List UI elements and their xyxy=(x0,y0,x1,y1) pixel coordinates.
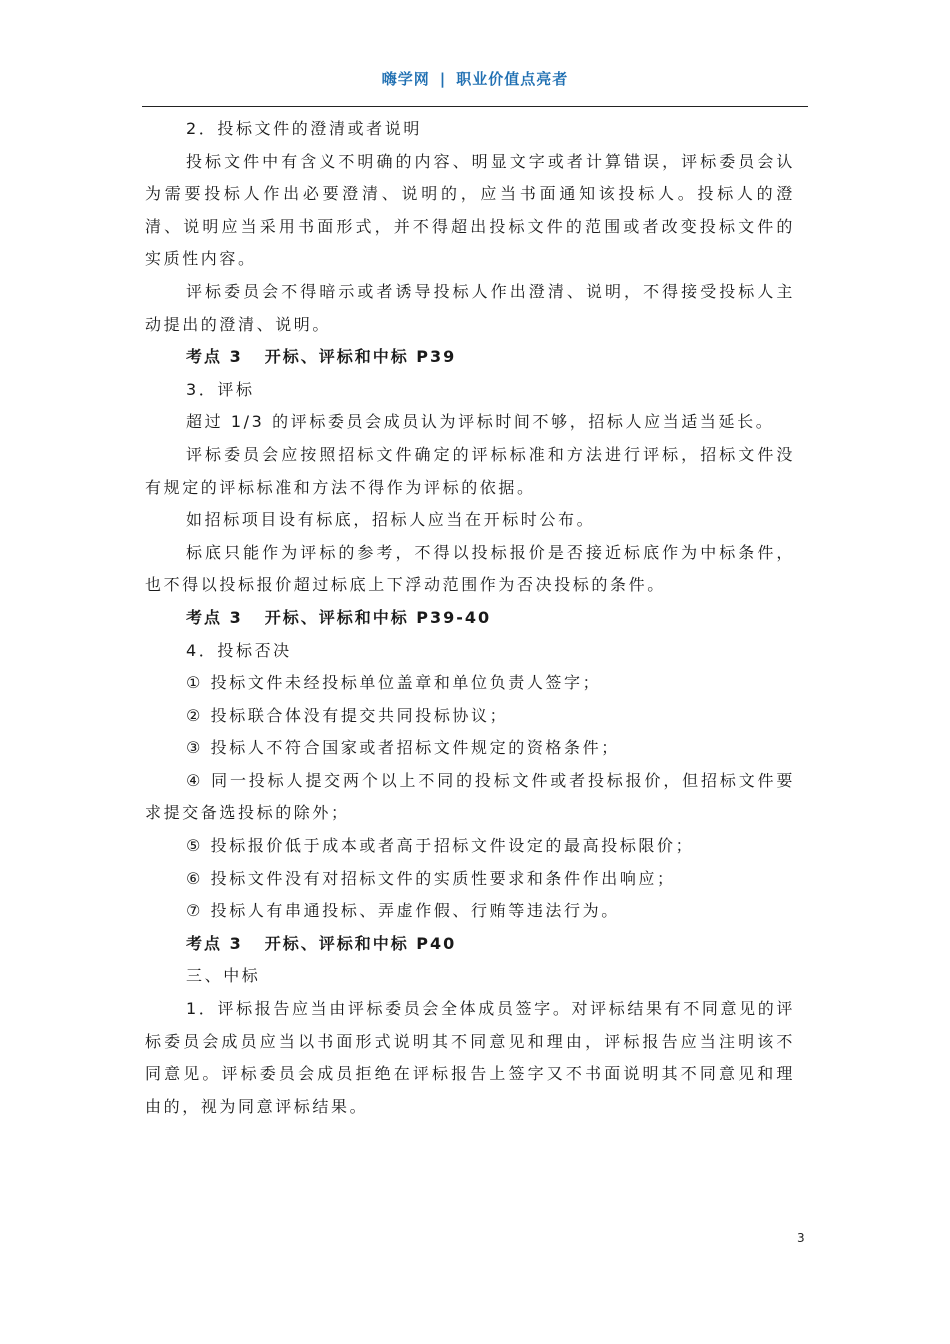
brand-slogan: 职业价值点亮者 xyxy=(456,70,569,88)
section-heading-evaluation: 3．评标 xyxy=(186,379,255,399)
key-point-label: 考点 3 xyxy=(186,607,243,627)
brand-name: 嗨学网 xyxy=(381,70,430,88)
section-heading-clarification: 2．投标文件的澄清或者说明 xyxy=(186,119,422,138)
key-point-text: 开标、评标和中标 P40 xyxy=(264,933,457,953)
list-item: ④ 同一投标人提交两个以上不同的投标文件或者投标报价，但招标文件要求提交备选投标的除外； xyxy=(145,770,795,823)
key-point-heading xyxy=(145,602,795,635)
header-separator: | xyxy=(439,70,447,88)
list-item: ③ 投标人不符合国家或者招标文件规定的资格条件； xyxy=(186,738,620,758)
key-point-heading xyxy=(145,341,795,374)
list-item: ⑤ 投标报价低于成本或者高于招标文件设定的最高投标限价； xyxy=(186,836,695,856)
key-point-text: 开标、评标和中标 P39-40 xyxy=(264,607,492,627)
paragraph: 如招标项目设有标底，招标人应当在开标时公布。 xyxy=(186,510,596,530)
key-point-text: 开标、评标和中标 P39 xyxy=(264,347,457,367)
list-item: ⑦ 投标人有串通投标、弄虚作假、行贿等违法行为。 xyxy=(186,901,620,921)
paragraph: 评标委员会不得暗示或者诱导投标人作出澄清、说明，不得接受投标人主动提出的澄清、说明。 xyxy=(145,281,795,334)
paragraph: 超过 1/3 的评标委员会成员认为评标时间不够，招标人应当适当延长。 xyxy=(186,412,775,432)
paragraph: 1．评标报告应当由评标委员会全体成员签字。对评标结果有不同意见的评标委员会成员应当以书面形式说明其不同意见和理由，评标报告应当注明该不同意见。评标委员会成员拒绝在评标报告上签字又不书面说明其不同意见和理由的，视为同意评标结果。 xyxy=(145,999,795,1116)
header-rule xyxy=(142,106,808,107)
document-body xyxy=(145,113,795,1123)
list-item: ① 投标文件未经投标单位盖章和单位负责人签字； xyxy=(186,673,602,693)
key-point-label: 考点 3 xyxy=(186,933,243,953)
list-item: ⑥ 投标文件没有对招标文件的实质性要求和条件作出响应； xyxy=(186,868,676,888)
list-item: ② 投标联合体没有提交共同投标协议； xyxy=(186,705,509,725)
paragraph: 标底只能作为评标的参考，不得以投标报价是否接近标底作为中标条件，也不得以投标报价超过标底上下浮动范围作为否决投标的条件。 xyxy=(145,542,795,595)
section-heading-rejection: 4．投标否决 xyxy=(186,640,292,660)
paragraph: 评标委员会应按照招标文件确定的评标标准和方法进行评标，招标文件没有规定的评标标准和方法不得作为评标的依据。 xyxy=(145,444,795,497)
key-point-heading xyxy=(145,928,795,961)
paragraph: 投标文件中有含义不明确的内容、明显文字或者计算错误，评标委员会认为需要投标人作出必要澄清、说明的，应当书面通知该投标人。投标人的澄清、说明应当采用书面形式，并不得超出投标文件的范围或者改变投标文件的实质性内容。 xyxy=(145,151,795,269)
section-heading-award: 三、中标 xyxy=(186,966,261,986)
page-number: 3 xyxy=(797,1231,805,1245)
page-header xyxy=(0,68,950,89)
key-point-label: 考点 3 xyxy=(186,347,243,367)
